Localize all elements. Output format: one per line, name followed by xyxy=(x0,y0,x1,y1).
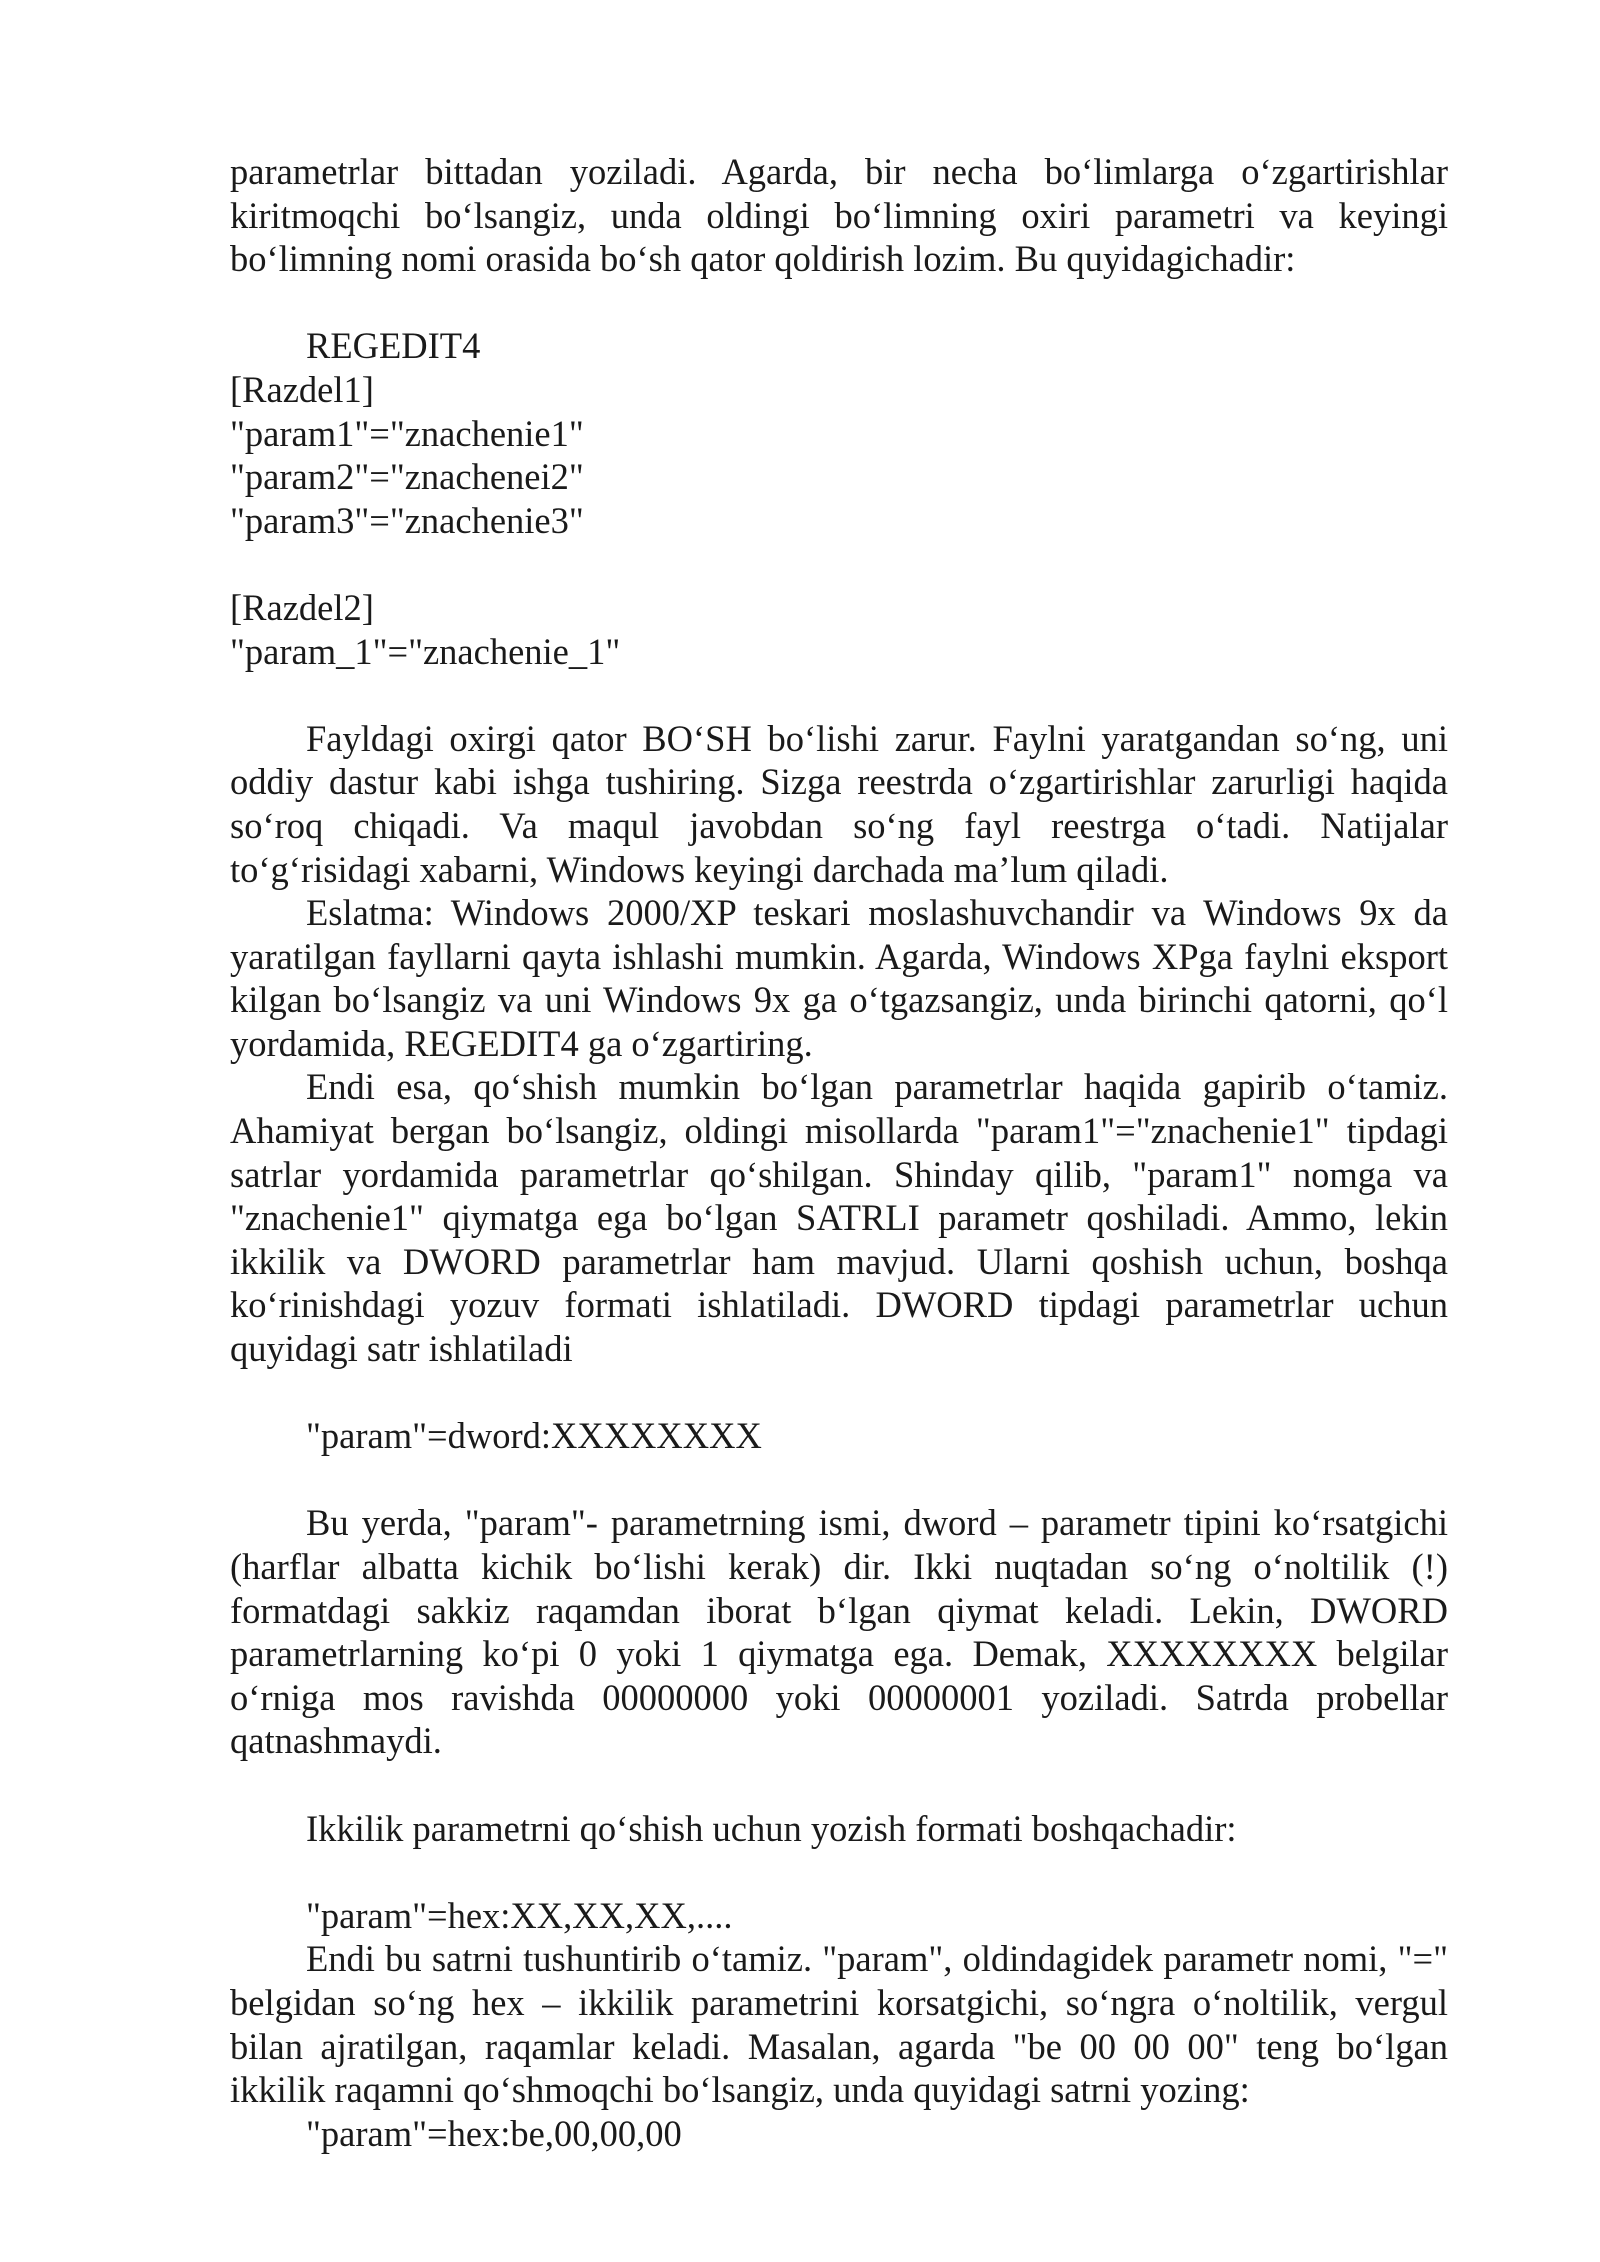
paragraph-endi-bu: Endi bu satrni tushuntirib o‘tamiz. "param", oldindagidek parametr nomi, "=" belgidan so‘ng hex – ikkilik parametrini korsatgichi, so‘ngra o‘noltilik, vergul bilan ajratilgan, raqamlar keladi. Masalan, agarda "be 00 00 00" teng bo‘lgan ikkilik raqamni qo‘shmoqchi bo‘lsangiz, unda quyidagi satrni yozing: xyxy=(230,1938,1448,2111)
paragraph-endi: Endi esa, qo‘shish mumkin bo‘lgan parametrlar haqida gapirib o‘tamiz. Ahamiyat bergan bo‘lsangiz, oldingi misollarda "param1"="znachenie1" tipdagi satrlar yordamida parametrlar qo‘shilgan. Shinday qilib, "param1" nomga va "znachenie1" qiymatga ega bo‘lgan SATRLI parametr qoshiladi. Ammo, lekin ikkilik va DWORD parametrlar ham mavjud. Ularni qoshish uchun, boshqa ko‘rinishdagi yozuv formati ishlatiladi. DWORD tipdagi parametrlar uchun quyidagi satr ishlatiladi xyxy=(230,1066,1448,1370)
blank-line xyxy=(230,281,1448,325)
code-section-title: [Razdel1] xyxy=(230,368,374,410)
paragraph-bu-yerda: Bu yerda, "param"- parametrning ismi, dword – parametr tipini ko‘rsatgichi (harflar albatta kichik bo‘lishi kerak) dir. Ikki nuqtadan so‘ng o‘noltilik (!) formatdagi sakkiz raqamdan iborat b‘lgan qiymat keladi. Lekin, DWORD parametrlarning ko‘pi 0 yoki 1 qiymatga ega. Demak, XXXXXXXX belgilar o‘rniga mos ravishda 00000000 yoki 00000001 yoziladi. Satrda probellar qatnashmaydi. xyxy=(230,1502,1448,1762)
code-hex: "param"=hex:XX,XX,XX,.... xyxy=(306,1894,733,1936)
blank-line xyxy=(230,1763,1448,1807)
code-dword: "param"=dword:XXXXXXXX xyxy=(306,1415,762,1457)
blank-line xyxy=(230,673,1448,717)
blank-line xyxy=(230,1850,1448,1894)
blank-line xyxy=(230,542,1448,586)
code-line: "param3"="znachenie3" xyxy=(230,499,584,541)
code-block-regedit xyxy=(230,324,1448,673)
code-line: "param_1"="znachenie_1" xyxy=(230,630,621,672)
blank-line xyxy=(230,1371,1448,1415)
paragraph-ikkilik: Ikkilik parametrni qo‘shish uchun yozish formati boshqachadir: xyxy=(306,1807,1237,1849)
paragraph-intro: parametrlar bittadan yoziladi. Agarda, bir necha bo‘limlarga o‘zgartirishlar kiritmoqchi bo‘lsangiz, unda oldingi bo‘limning oxiri parametri va keyingi bo‘limning nomi orasida bo‘sh qator qoldirish lozim. Bu quyidagichadir: xyxy=(230,151,1448,280)
document-page xyxy=(230,150,1448,2155)
code-hex-example: "param"=hex:be,00,00,00 xyxy=(306,2112,682,2154)
code-header: REGEDIT4 xyxy=(306,325,481,367)
paragraph-eslatma: Eslatma: Windows 2000/XP teskari moslashuvchandir va Windows 9x da yaratilgan fayllarni qayta ishlashi mumkin. Agarda, Windows XPga faylni eksport kilgan bo‘lsangiz va uni Windows 9x ga o‘tgazsangiz, unda birinchi qatorni, qo‘l yordamida, REGEDIT4 ga o‘zgartiring. xyxy=(230,892,1448,1064)
code-line: "param1"="znachenie1" xyxy=(230,412,584,454)
paragraph-fayldagi: Fayldagi oxirgi qator BO‘SH bo‘lishi zarur. Faylni yaratgandan so‘ng, uni oddiy dastur kabi ishga tushiring. Sizga reestrda o‘zgartirishlar zarurligi haqida so‘roq chiqadi. Va maqul javobdan so‘ng fayl reestrga o‘tadi. Natijalar to‘g‘risidagi xabarni, Windows keyingi darchada ma’lum qiladi. xyxy=(230,717,1448,890)
code-line: "param2"="znachenei2" xyxy=(230,456,584,498)
blank-line xyxy=(230,1458,1448,1502)
code-section-title: [Razdel2] xyxy=(230,586,374,628)
